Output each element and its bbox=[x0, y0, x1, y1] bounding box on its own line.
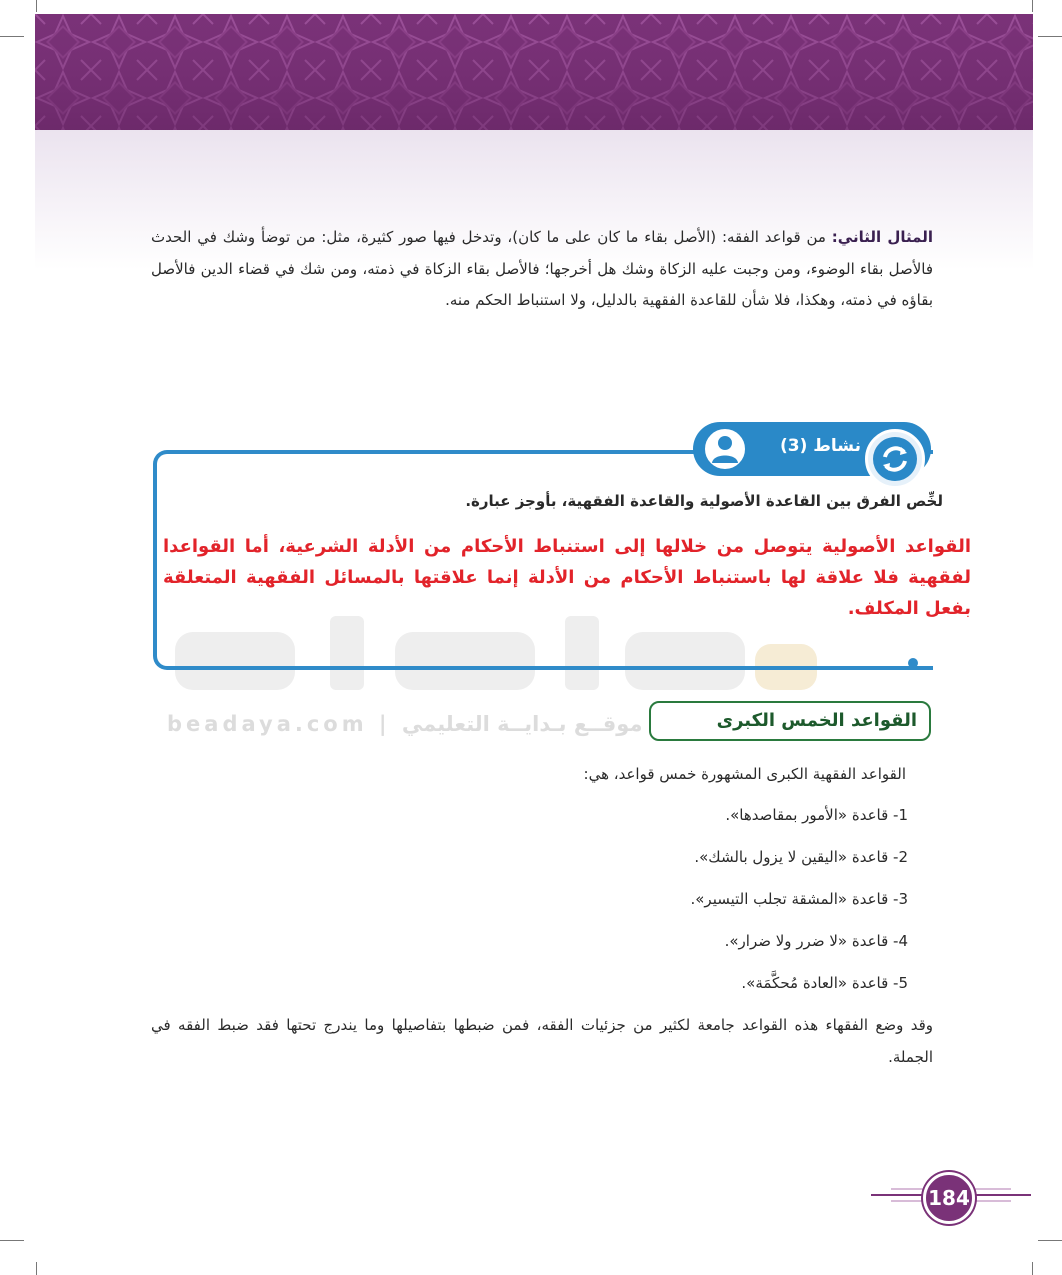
section-intro: القواعد الفقهية الكبرى المشهورة خمس قواعد، هي: bbox=[583, 765, 906, 783]
page-number: 184 bbox=[923, 1172, 975, 1224]
list-item: 2- قاعدة «اليقين لا يزول بالشك». bbox=[694, 848, 908, 866]
user-icon bbox=[702, 426, 748, 472]
list-item: 5- قاعدة «العادة مُحكَّمَة». bbox=[741, 974, 908, 992]
activity-question: لخِّص الفرق بين القاعدة الأصولية والقاعدة الفقهية، بأوجز عبارة. bbox=[465, 492, 943, 510]
section-heading-box bbox=[649, 701, 931, 741]
crop-mark bbox=[36, 0, 37, 12]
example-lead: المثال الثاني: bbox=[831, 228, 933, 246]
crop-mark bbox=[0, 1240, 24, 1241]
crop-mark bbox=[36, 1262, 37, 1275]
frame-end-dot bbox=[908, 658, 918, 668]
activity-answer: القواعد الأصولية يتوصل من خلالها إلى استنباط الأحكام من الأدلة الشرعية، أما القواعدا لفقهية فلا علاقة لها باستنباط الأحكام من الأدلة إنما علاقتها بالمسائل الفقهية المتعلقة بفعل المكلف. bbox=[163, 536, 971, 619]
header-banner bbox=[35, 14, 1033, 130]
crop-mark bbox=[1032, 0, 1033, 12]
conclusion-paragraph: وقد وضع الفقهاء هذه القواعد جامعة لكثير من جزئيات الفقه، فمن ضبطها بتفاصيلها وما يندرج تحتها فقد ضبط الفقه في الجملة. bbox=[151, 1016, 933, 1066]
book-page bbox=[35, 14, 1033, 1260]
activity-title: نشاط (3) bbox=[779, 436, 861, 456]
crop-mark bbox=[1038, 1240, 1062, 1241]
example-paragraph bbox=[151, 222, 933, 317]
crop-mark bbox=[1038, 36, 1062, 37]
section-title: القواعد الخمس الكبرى bbox=[716, 710, 917, 731]
list-item: 3- قاعدة «المشقة تجلب التيسير». bbox=[690, 890, 908, 908]
watermark-text: beadaya.com | موقــع بـدايــة التعليمي bbox=[167, 712, 643, 736]
islamic-pattern-icon bbox=[35, 14, 1033, 130]
crop-mark bbox=[1032, 1262, 1033, 1275]
crop-mark bbox=[0, 36, 24, 37]
refresh-icon bbox=[865, 429, 925, 489]
example-text: من قواعد الفقه: (الأصل بقاء ما كان على ما كان)، وتدخل فيها صور كثيرة، مثل: من توضأ وشك في الحدث فالأصل بقاء الوضوء، ومن وجبت عليه الزكاة وشك هل أخرجها؛ فالأصل بقاء الزكاة في ذمته، ومن شك في قضاء الدين فالأصل بقاؤه في ذمته، وهكذا، فلا شأن للقاعدة الفقهية بالدليل، ولا استنباط الحكم منه. bbox=[151, 228, 933, 309]
list-item: 4- قاعدة «لا ضرر ولا ضرار». bbox=[724, 932, 908, 950]
list-item: 1- قاعدة «الأمور بمقاصدها». bbox=[725, 806, 908, 824]
